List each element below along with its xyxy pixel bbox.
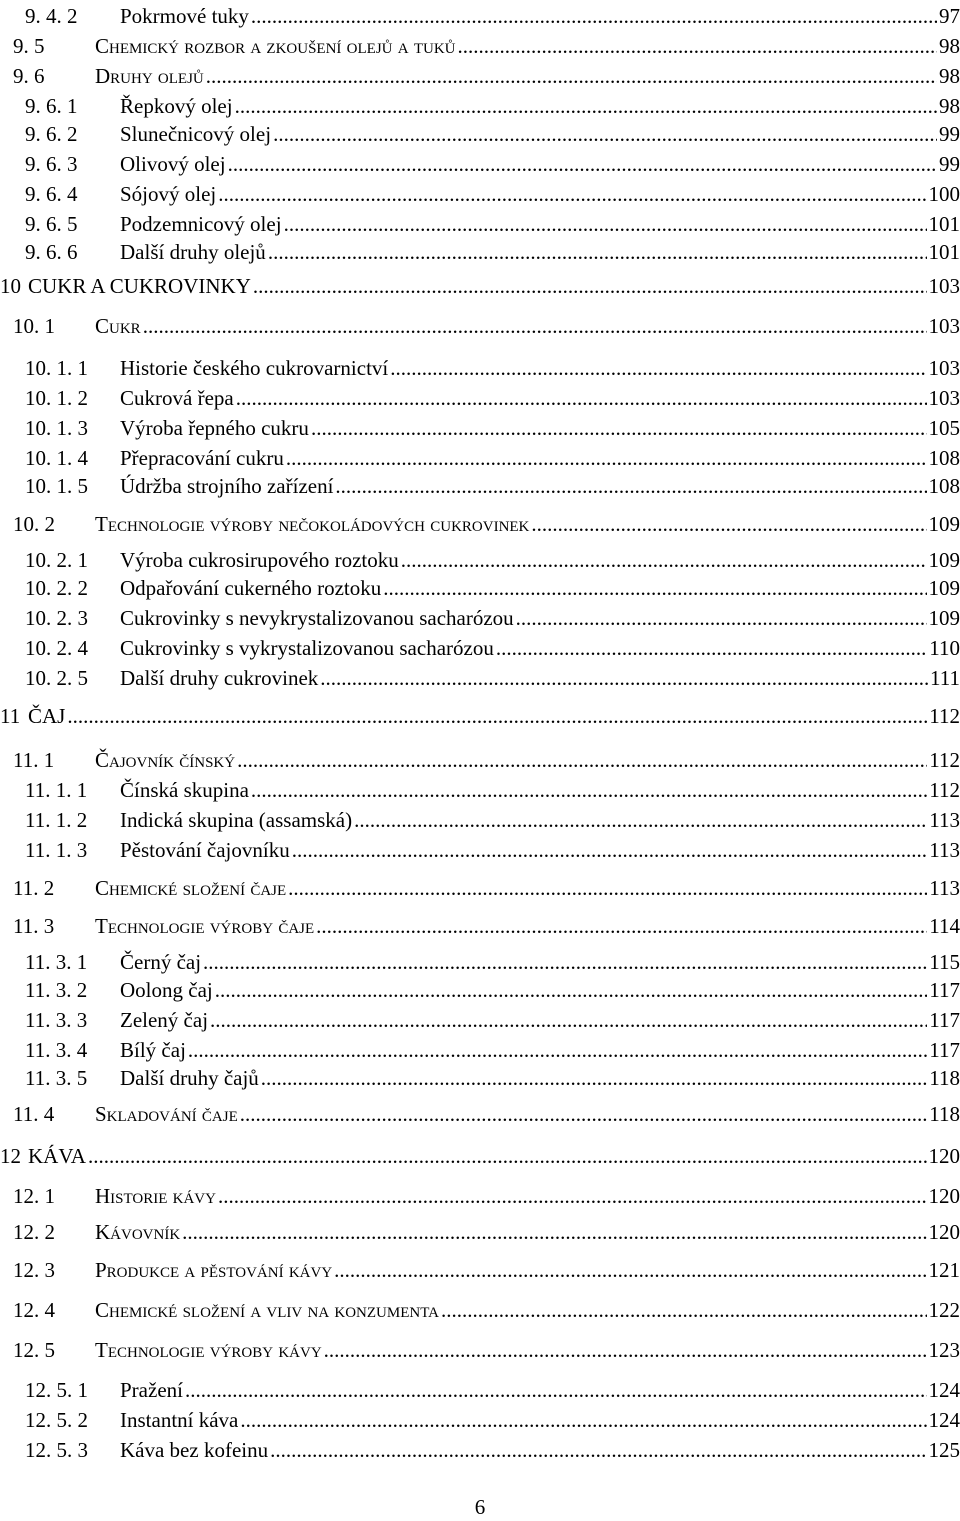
toc-entry-page: 112	[929, 704, 960, 728]
toc-entry-title: Výroba řepného cukru	[120, 416, 309, 440]
toc-entry-page: 108	[928, 474, 960, 498]
toc-entry-number: 12. 1	[13, 1184, 55, 1208]
toc-entry-page: 122	[928, 1298, 960, 1322]
toc-entry[interactable]	[25, 602, 960, 630]
toc-entry-number: 12. 5. 2	[25, 1408, 88, 1432]
toc-entry-number: 9. 6. 3	[25, 152, 78, 176]
dot-leader	[237, 748, 927, 772]
toc-entry-number: 9. 6. 2	[25, 122, 78, 146]
toc-entry[interactable]	[25, 804, 960, 832]
toc-entry-title: Údržba strojního zařízení	[120, 474, 334, 498]
dot-leader	[203, 950, 927, 974]
toc-entry-title: Čajovník čínský	[95, 748, 236, 772]
toc-entry-number: 10. 1. 5	[25, 474, 88, 498]
toc-entry-number: 11	[0, 704, 21, 728]
dot-leader	[335, 474, 926, 498]
toc-entry-number: 12. 5	[13, 1338, 55, 1362]
toc-entry-page: 110	[929, 636, 960, 660]
toc-entry-page: 117	[929, 1008, 960, 1032]
toc-entry-title: Kávovník	[95, 1220, 181, 1244]
toc-entry-title: Řepkový olej	[120, 94, 233, 118]
toc-entry-title: Přepracování cukru	[120, 446, 284, 470]
dot-leader	[334, 1258, 926, 1282]
dot-leader	[251, 4, 937, 28]
toc-entry-number: 11. 2	[13, 876, 55, 900]
dot-leader	[496, 636, 927, 660]
toc-entry[interactable]	[25, 544, 960, 572]
dot-leader	[228, 152, 937, 176]
toc-entry-page: 109	[928, 606, 960, 630]
toc-entry-title: Historie kávy	[95, 1184, 216, 1208]
toc-entry[interactable]	[0, 270, 960, 298]
dot-leader	[311, 416, 927, 440]
toc-entry-page: 117	[929, 1038, 960, 1062]
dot-leader	[218, 1184, 927, 1208]
toc-entry-number: 10. 2	[13, 512, 55, 536]
toc-entry-title: Další druhy čajů	[120, 1066, 259, 1090]
toc-entry-title: Další druhy olejů	[120, 240, 266, 264]
toc-entry[interactable]	[25, 572, 960, 600]
toc-entry[interactable]	[25, 236, 960, 264]
toc-entry[interactable]	[25, 382, 960, 410]
toc-entry-page: 98	[939, 64, 960, 88]
toc-entry[interactable]	[0, 700, 960, 728]
toc-entry[interactable]	[25, 442, 960, 470]
toc-entry-page: 103	[928, 314, 960, 338]
toc-entry[interactable]	[13, 1180, 960, 1208]
toc-entry-number: 10. 1. 1	[25, 356, 88, 380]
toc-entry[interactable]	[25, 90, 960, 118]
toc-entry-number: 10. 1. 2	[25, 386, 88, 410]
toc-entry-page: 113	[929, 808, 960, 832]
toc-entry-title: Výroba cukrosirupového roztoku	[120, 548, 399, 572]
toc-entry-title: Sójový olej	[120, 182, 217, 206]
toc-entry-page: 101	[928, 212, 960, 236]
toc-entry-page: 124	[928, 1378, 960, 1402]
toc-entry[interactable]	[13, 1334, 960, 1362]
toc-entry-page: 109	[928, 548, 960, 572]
toc-entry[interactable]	[0, 1140, 960, 1168]
dot-leader	[67, 704, 927, 728]
toc-entry-number: 9. 6	[13, 64, 45, 88]
toc-entry-number: 10. 1	[13, 314, 55, 338]
toc-entry-number: 12. 4	[13, 1298, 55, 1322]
toc-entry-number: 9. 5	[13, 34, 45, 58]
dot-leader	[185, 1378, 927, 1402]
toc-entry-title: Oolong čaj	[120, 978, 213, 1002]
toc-entry-page: 121	[928, 1258, 960, 1282]
dot-leader	[286, 446, 927, 470]
toc-entry-page: 125	[928, 1438, 960, 1462]
dot-leader	[235, 94, 937, 118]
toc-entry-title: CUKR A CUKROVINKY	[28, 274, 251, 298]
toc-entry-page: 100	[928, 182, 960, 206]
toc-entry-number: 10. 2. 3	[25, 606, 88, 630]
toc-entry-title: Černý čaj	[120, 950, 202, 974]
toc-entry-page: 108	[928, 446, 960, 470]
dot-leader	[261, 1066, 927, 1090]
toc-entry[interactable]	[25, 662, 960, 690]
toc-entry[interactable]	[25, 412, 960, 440]
toc-entry-number: 10	[0, 274, 21, 298]
toc-entry-number: 10. 2. 4	[25, 636, 88, 660]
page-number: 6	[474, 1495, 486, 1519]
toc-entry-page: 123	[928, 1338, 960, 1362]
toc-entry-number: 9. 6. 5	[25, 212, 78, 236]
toc-entry-number: 11. 3. 3	[25, 1008, 88, 1032]
toc-entry-title: Technologie výroby čaje	[95, 914, 315, 938]
toc-entry-page: 99	[939, 152, 960, 176]
dot-leader	[516, 606, 927, 630]
dot-leader	[320, 666, 928, 690]
toc-entry[interactable]	[25, 148, 960, 176]
toc-entry-number: 12. 3	[13, 1258, 55, 1282]
toc-entry[interactable]	[25, 1034, 960, 1062]
toc-entry[interactable]	[25, 178, 960, 206]
dot-leader	[316, 914, 927, 938]
toc-entry-title: Skladování čaje	[95, 1102, 238, 1126]
toc-entry-number: 11. 4	[13, 1102, 55, 1126]
dot-leader	[206, 64, 937, 88]
toc-entry[interactable]	[25, 774, 960, 802]
toc-entry[interactable]	[25, 470, 960, 498]
toc-entry-title: Odpařování cukerného roztoku	[120, 576, 382, 600]
toc-entry[interactable]	[25, 0, 960, 28]
toc-entry-title: Čínská skupina	[120, 778, 249, 802]
toc-entry-page: 112	[929, 748, 960, 772]
toc-entry-page: 120	[928, 1220, 960, 1244]
dot-leader	[188, 1038, 927, 1062]
toc-entry-page: 103	[928, 386, 960, 410]
toc-entry[interactable]	[25, 352, 960, 380]
toc-entry-number: 11. 3. 1	[25, 950, 88, 974]
dot-leader	[236, 386, 927, 410]
toc-entry-page: 113	[929, 838, 960, 862]
dot-leader	[531, 512, 926, 536]
toc-entry-page: 120	[928, 1184, 960, 1208]
toc-entry[interactable]	[25, 1374, 960, 1402]
toc-entry[interactable]	[13, 508, 960, 536]
toc-entry[interactable]	[25, 1004, 960, 1032]
toc-entry-number: 11. 3. 4	[25, 1038, 88, 1062]
toc-entry-title: Slunečnicový olej	[120, 122, 272, 146]
toc-entry[interactable]	[13, 1294, 960, 1322]
toc-entry-title: Chemické složení a vliv na konzumenta	[95, 1298, 440, 1322]
toc-entry-page: 105	[928, 416, 960, 440]
toc-entry-title: Podzemnicový olej	[120, 212, 282, 236]
dot-leader	[253, 274, 927, 298]
toc-entry-title: Pěstování čajovníku	[120, 838, 290, 862]
dot-leader	[182, 1220, 926, 1244]
toc-entry[interactable]	[25, 208, 960, 236]
toc-entry-page: 103	[928, 356, 960, 380]
toc-entry[interactable]	[25, 834, 960, 862]
toc-entry-number: 10. 2. 5	[25, 666, 88, 690]
toc-entry-number: 11. 3. 5	[25, 1066, 88, 1090]
toc-entry-number: 12	[0, 1144, 21, 1168]
toc-entry-number: 9. 6. 4	[25, 182, 78, 206]
toc-entry-title: Pokrmové tuky	[120, 4, 249, 28]
toc-entry-title: Technologie výroby kávy	[95, 1338, 322, 1362]
dot-leader	[240, 1408, 926, 1432]
dot-leader	[210, 1008, 927, 1032]
toc-entry-number: 11. 3	[13, 914, 55, 938]
toc-entry-page: 117	[929, 978, 960, 1002]
dot-leader	[354, 808, 927, 832]
toc-entry-number: 11. 1. 1	[25, 778, 88, 802]
toc-entry[interactable]	[13, 30, 960, 58]
dot-leader	[240, 1102, 928, 1126]
toc-entry-title: Produkce a pěstování kávy	[95, 1258, 333, 1282]
toc-entry-page: 115	[929, 950, 960, 974]
toc-entry[interactable]	[13, 310, 960, 338]
toc-entry[interactable]	[25, 118, 960, 146]
toc-entry[interactable]	[13, 60, 960, 88]
toc-entry[interactable]	[13, 1098, 960, 1126]
toc-entry-page: 109	[928, 512, 960, 536]
toc-entry-title: Káva bez kofeinu	[120, 1438, 269, 1462]
toc-entry-number: 11. 1. 3	[25, 838, 88, 862]
toc-entry[interactable]	[13, 910, 960, 938]
toc-entry-page: 124	[928, 1408, 960, 1432]
toc-entry-title: Chemický rozbor a zkoušení olejů a tuků	[95, 34, 456, 58]
toc-entry-title: Indická skupina (assamská)	[120, 808, 353, 832]
dot-leader	[215, 978, 928, 1002]
dot-leader	[390, 356, 926, 380]
toc-entry-title: Zelený čaj	[120, 1008, 209, 1032]
toc-entry-number: 11. 3. 2	[25, 978, 88, 1002]
toc-entry-title: KÁVA	[28, 1144, 86, 1168]
dot-leader	[88, 1144, 927, 1168]
toc-entry-number: 9. 4. 2	[25, 4, 78, 28]
toc-entry-number: 12. 5. 3	[25, 1438, 88, 1462]
dot-leader	[441, 1298, 926, 1322]
toc-entry-title: Chemické složení čaje	[95, 876, 287, 900]
toc-entry-number: 10. 2. 2	[25, 576, 88, 600]
toc-entry-title: ČAJ	[28, 704, 66, 728]
toc-entry-number: 10. 1. 4	[25, 446, 88, 470]
toc-entry-title: Druhy olejů	[95, 64, 204, 88]
toc-entry-page: 103	[928, 274, 960, 298]
toc-entry-page: 99	[939, 122, 960, 146]
dot-leader	[324, 1338, 927, 1362]
dot-leader	[288, 876, 927, 900]
toc-entry-number: 11. 1	[13, 748, 55, 772]
toc-entry-number: 11. 1. 2	[25, 808, 88, 832]
toc-entry-page: 118	[929, 1066, 960, 1090]
toc-entry-number: 9. 6. 1	[25, 94, 78, 118]
dot-leader	[292, 838, 928, 862]
toc-entry[interactable]	[13, 1254, 960, 1282]
toc-entry-number: 12. 5. 1	[25, 1378, 88, 1402]
toc-entry-page: 111	[930, 666, 960, 690]
dot-leader	[218, 182, 926, 206]
toc-entry[interactable]	[13, 744, 960, 772]
dot-leader	[383, 576, 926, 600]
toc-entry-title: Instantní káva	[120, 1408, 239, 1432]
toc-entry-page: 118	[929, 1102, 960, 1126]
toc-entry-page: 98	[939, 34, 960, 58]
toc-entry[interactable]	[25, 1062, 960, 1090]
toc-entry[interactable]	[25, 946, 960, 974]
toc-entry-page: 98	[939, 94, 960, 118]
toc-entry-number: 12. 2	[13, 1220, 55, 1244]
toc-entry-title: Technologie výroby nečokoládových cukrovinek	[95, 512, 530, 536]
toc-entry-title: Cukr	[95, 314, 141, 338]
toc-entry-page: 120	[928, 1144, 960, 1168]
toc-entry-title: Další druhy cukrovinek	[120, 666, 319, 690]
toc-entry-page: 97	[939, 4, 960, 28]
toc-entry-page: 113	[929, 876, 960, 900]
toc-entry-page: 109	[928, 576, 960, 600]
toc-entry-title: Historie českého cukrovarnictví	[120, 356, 389, 380]
toc-entry-number: 9. 6. 6	[25, 240, 78, 264]
toc-entry-title: Cukrovinky s nevykrystalizovanou sacharózou	[120, 606, 514, 630]
toc-entry[interactable]	[25, 1404, 960, 1432]
toc-entry-title: Pražení	[120, 1378, 183, 1402]
toc-entry-page: 101	[928, 240, 960, 264]
toc-entry[interactable]	[25, 1434, 960, 1462]
toc-entry-title: Cukrová řepa	[120, 386, 234, 410]
dot-leader	[401, 548, 927, 572]
dot-leader	[284, 212, 927, 236]
dot-leader	[268, 240, 927, 264]
toc-entry[interactable]	[25, 632, 960, 660]
dot-leader	[143, 314, 927, 338]
dot-leader	[270, 1438, 926, 1462]
toc-entry[interactable]	[25, 974, 960, 1002]
toc-entry-page: 112	[929, 778, 960, 802]
dot-leader	[251, 778, 927, 802]
dot-leader	[273, 122, 937, 146]
toc-entry-page: 114	[929, 914, 960, 938]
toc-entry[interactable]	[13, 1216, 960, 1244]
toc-entry-number: 10. 1. 3	[25, 416, 88, 440]
toc-entry[interactable]	[13, 872, 960, 900]
dot-leader	[458, 34, 938, 58]
toc-entry-title: Olivový olej	[120, 152, 226, 176]
toc-entry-title: Bílý čaj	[120, 1038, 186, 1062]
toc-entry-number: 10. 2. 1	[25, 548, 88, 572]
toc-entry-title: Cukrovinky s vykrystalizovanou sacharózou	[120, 636, 494, 660]
